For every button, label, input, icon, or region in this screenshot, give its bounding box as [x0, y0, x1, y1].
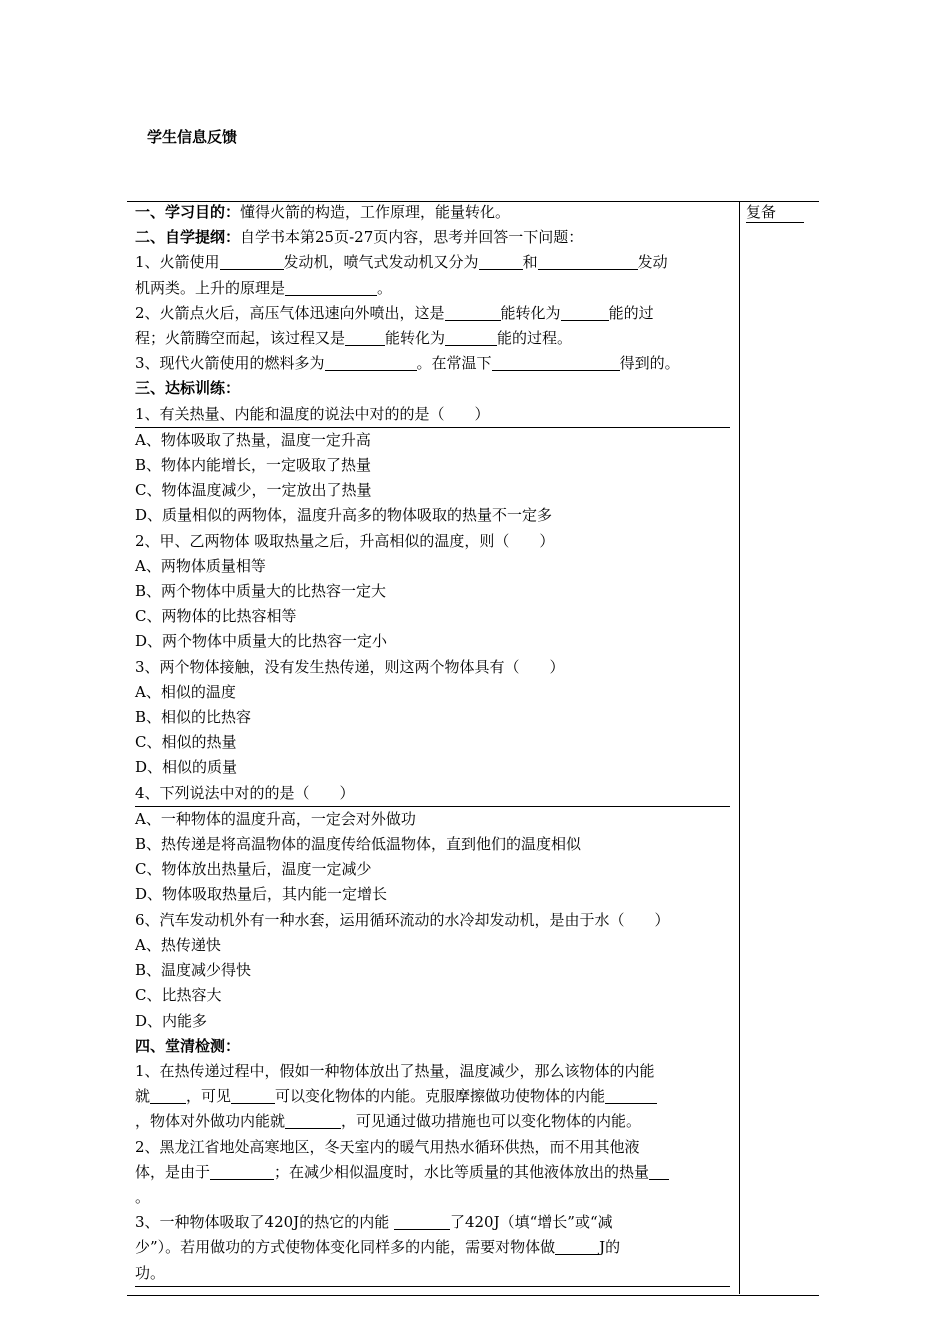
mc-question-6: 6、汽车发动机外有一种水套，运用循环流动的水冷却发动机，是由于水（ ）: [135, 910, 670, 929]
column-divider: [739, 201, 740, 1294]
text-segment: ，物体对外做功内能就: [135, 1112, 286, 1131]
answer-blank: [561, 305, 609, 321]
text-segment: 可以变化物体的内能。克服摩擦做功使物体的内能: [275, 1087, 606, 1106]
objective-line: [135, 200, 730, 225]
question-1-line-2: [135, 276, 730, 301]
option-3c: C、相似的热量: [135, 733, 237, 752]
option-3b: B、相似的比热容: [135, 708, 252, 727]
text-segment: 3、一种物体吸取了420J的热它的内能: [135, 1213, 394, 1232]
text-segment: 。在常温下: [416, 354, 492, 373]
question-2-line-2: [135, 326, 730, 351]
option-4c: C、物体放出热量后，温度一定减少: [135, 860, 372, 879]
answer-blank: [555, 1239, 599, 1255]
question-2-line-1: [135, 301, 730, 326]
answer-blank: [492, 355, 620, 371]
check-1-line-1: 1、在热传递过程中，假如一种物体放出了热量，温度减少，那么该物体的内能: [135, 1061, 655, 1080]
answer-blank: [220, 254, 284, 270]
option-3a: A、相似的温度: [135, 682, 236, 701]
answer-blank: [231, 1088, 275, 1104]
option-6b: B、温度减少得快: [135, 961, 252, 980]
answer-blank: [285, 1113, 341, 1129]
option-6d: D、内能多: [135, 1011, 208, 1030]
text-segment: 得到的。: [619, 354, 680, 373]
text-segment: ；在减少相似温度时，水比等质量的其他液体放出的热量: [274, 1162, 650, 1181]
text-segment: 3、现代火箭使用的燃料多为: [135, 354, 325, 373]
option-3d: D、相似的质量: [135, 758, 238, 777]
check-2-line-1: 2、黑龙江省地处高寒地区，冬天室内的暖气用热水循环供热，而不用其他液: [135, 1137, 640, 1156]
answer-blank: [649, 1164, 669, 1180]
answer-blank: [325, 355, 417, 371]
option-2b: B、两个物体中质量大的比热容一定大: [135, 582, 387, 601]
section-3-heading: 三、达标训练：: [135, 379, 241, 398]
text-segment: 能转化为: [500, 303, 561, 322]
text-segment: 少”）。若用做功的方式使物体变化同样多的内能，需要对物体做: [135, 1238, 556, 1257]
check-3-line-2: [135, 1235, 730, 1260]
answer-blank: [538, 254, 638, 270]
text-segment: 发动机，喷气式发动机又分为: [283, 253, 479, 272]
text-segment: 发动: [637, 253, 668, 272]
answer-blank: [445, 305, 501, 321]
option-1b: B、物体内能增长，一定吸取了热量: [135, 456, 372, 475]
text-segment: 机两类。上升的原理是: [135, 278, 286, 297]
text-segment: 能的过: [608, 303, 654, 322]
option-4b: B、热传递是将高温物体的温度传给低温物体，直到他们的温度相似: [135, 835, 582, 854]
option-4a: A、一种物体的温度升高，一定会对外做功: [135, 809, 416, 828]
section-text: 懂得火箭的构造，工作原理，能量转化。: [240, 203, 511, 221]
text-segment: ，可见通过做功措施也可以变化物体的内能。: [341, 1112, 642, 1131]
mc-question-3: 3、两个物体接触，没有发生热传递，则这两个物体具有（ ）: [135, 657, 565, 676]
option-1d: D、质量相似的两物体，温度升高多的物体吸取的热量不一定多: [135, 506, 553, 525]
answer-blank: [285, 280, 377, 296]
check-3-line-1: [135, 1210, 730, 1235]
option-1a: A、物体吸取了热量，温度一定升高: [135, 430, 371, 449]
question-3-line: [135, 351, 730, 376]
side-note: 复备: [746, 202, 804, 223]
text-segment: 。: [377, 278, 393, 297]
text-segment: 体，是由于: [135, 1162, 211, 1181]
text-segment: 程；火箭腾空而起，该过程又是: [135, 329, 346, 348]
answer-blank: [445, 330, 497, 346]
check-2-line-3: 。: [135, 1187, 151, 1206]
answer-blank: [210, 1164, 274, 1180]
text-segment: 就: [135, 1087, 151, 1106]
option-1c: C、物体温度减少，一定放出了热量: [135, 481, 372, 500]
text-segment: J的: [599, 1238, 621, 1257]
section-label: 一、学习目的：: [135, 203, 241, 221]
answer-blank: [479, 254, 523, 270]
text-segment: 能的过程。: [497, 329, 573, 348]
check-1-line-3: [135, 1109, 730, 1134]
answer-blank: [150, 1088, 186, 1104]
page-title: 学生信息反馈: [147, 128, 238, 146]
text-segment: 能转化为: [385, 329, 446, 348]
worksheet-content: [135, 200, 730, 1287]
text-segment: 2、火箭点火后，高压气体迅速向外喷出，这是: [135, 303, 445, 322]
option-2a: A、两物体质量相等: [135, 556, 266, 575]
text-segment: 1、火箭使用: [135, 253, 220, 272]
section-4-heading: 四、堂清检测：: [135, 1036, 241, 1055]
answer-blank: [394, 1214, 450, 1230]
option-2c: C、两物体的比热容相等: [135, 607, 297, 626]
question-1-line-1: [135, 250, 730, 275]
check-3-line-3: 功。: [135, 1261, 730, 1287]
option-2d: D、两个物体中质量大的比热容一定小: [135, 632, 388, 651]
section-text: 自学书本第25页-27页内容，思考并回答一下问题：: [240, 228, 584, 247]
mc-question-2: 2、甲、乙两物体 吸取热量之后，升高相似的温度，则（ ）: [135, 531, 555, 550]
text-segment: 了420J（填“增长”或“减: [449, 1213, 613, 1232]
outline-line: [135, 225, 730, 250]
option-6c: C、比热容大: [135, 986, 222, 1005]
check-1-line-2: [135, 1084, 730, 1109]
mc-question-4: 4、下列说法中对的的是（ ）: [135, 781, 730, 807]
answer-blank: [345, 330, 385, 346]
text-segment: 和: [522, 253, 538, 272]
check-2-line-2: [135, 1160, 730, 1185]
mc-question-1: 1、有关热量、内能和温度的说法中对的的是（ ）: [135, 402, 730, 428]
option-6a: A、热传递快: [135, 935, 221, 954]
option-4d: D、物体吸取热量后，其内能一定增长: [135, 885, 388, 904]
section-label: 二、自学提纲：: [135, 228, 241, 247]
answer-blank: [605, 1088, 657, 1104]
text-segment: ，可见: [186, 1087, 232, 1106]
